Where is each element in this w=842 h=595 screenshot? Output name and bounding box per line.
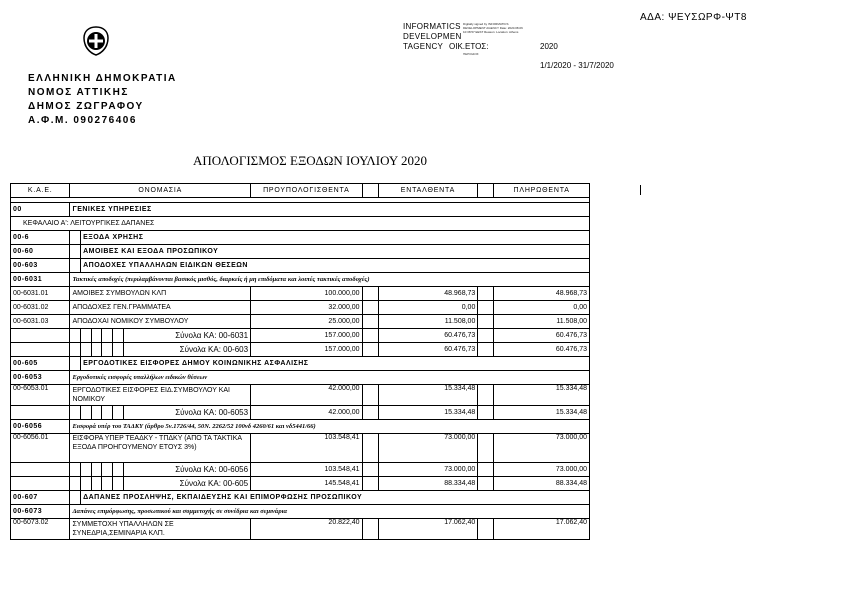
table-row: 00-6031 Τακτικές αποδοχές (περιλαμβάνονται βασικός μισθός, διαρκείς ή μη επιδόματα και λοιπές τακτικές αποδοχές) <box>11 273 590 287</box>
subtotal-row: Σύνολα ΚΑ: 00-6056 103.548,41 73.000,00 73.000,00 <box>11 463 590 477</box>
subtotal-row: Σύνολα ΚΑ: 00-605 145.548,41 88.334,48 88.334,48 <box>11 477 590 491</box>
table-row: 00-6056.01 ΕΙΣΦΟΡΑ ΥΠΕΡ ΤΕΑΔΚΥ - ΤΠΔΚΥ (ΑΠΟ ΤΑ ΤΑΚΤΙΚΑ ΕΞΟΔΑ ΠΡΟΗΓΟΥΜΕΝΟΥ ΕΤΟΥΣ 3%) 103.548,41 73.000,00 73.000,00 <box>11 434 590 463</box>
table-row: 00-6053 Εργοδοτικές εισφορές υπαλλήλων ειδικών θέσεων <box>11 371 590 385</box>
fiscal-year: 2020 <box>540 42 558 51</box>
agency-line-2: DEVELOPMEN <box>403 32 462 41</box>
text-cursor <box>640 185 641 195</box>
table-row: 00-603 ΑΠΟΔΟΧΕΣ ΥΠΑΛΛΗΛΩΝ ΕΙΔΙΚΩΝ ΘΕΣΕΩΝ <box>11 259 590 273</box>
page-title: ΑΠΟΛΟΓΙΣΜΟΣ ΕΞΟΔΩΝ ΙΟΥΛΙΟΥ 2020 <box>193 153 427 168</box>
subtotal-row: Σύνολα ΚΑ: 00-6031 157.000,00 60.476,73 60.476,73 <box>11 329 590 343</box>
agency-line-3: TAGENCY <box>403 42 444 51</box>
agency-line-1: INFORMATICS <box>403 22 461 31</box>
greek-emblem-icon <box>80 25 112 57</box>
header-line-2: ΝΟΜΟΣ ΑΤΤΙΚΗΣ <box>28 87 129 98</box>
header-line-4: Α.Φ.Μ. 090276406 <box>28 115 137 126</box>
subtotal-row: Σύνολα ΚΑ: 00-603 157.000,00 60.476,73 60.476,73 <box>11 343 590 357</box>
table-row: 00-6053.01 ΕΡΓΟΔΟΤΙΚΕΣ ΕΙΣΦΟΡΕΣ ΕΙΔ.ΣΥΜΒΟΥΛΟΥ ΚΑΙ ΝΟΜΙΚΟΥ 42.000,00 15.334,48 15.334,48 <box>11 385 590 406</box>
table-row: 00-6073.02 ΣΥΜΜΕΤΟΧΗ ΥΠΑΛΛΗΛΩΝ ΣΕ ΣΥΝΕΔΡΙΑ,ΣΕΜΙΝΑΡΙΑ ΚΛΠ. 20.822,40 17.062,40 17.062,40 <box>11 519 590 540</box>
header-line-3: ΔΗΜΟΣ ΖΩΓΡΑΦΟΥ <box>28 101 144 112</box>
table-row: 00-6031.03 ΑΠΟΔΟΧΑΙ ΝΟΜΙΚΟΥ ΣΥΜΒΟΥΛΟΥ 25.000,00 11.508,00 11.508,00 <box>11 315 590 329</box>
table-row: 00 ΓΕΝΙΚΕΣ ΥΠΗΡΕΣΙΕΣ <box>11 203 590 217</box>
col-paid: ΠΛΗΡΩΘΕΝΤΑ <box>494 184 590 198</box>
issuer-header <box>28 72 177 128</box>
expense-table <box>10 183 590 540</box>
table-row: 00-605 ΕΡΓΟΔΟΤΙΚΕΣ ΕΙΣΦΟΡΕΣ ΔΗΜΟΥ ΚΟΙΝΩΝΙΚΗΣ ΑΣΦΑΛΙΣΗΣ <box>11 357 590 371</box>
period-label: ΠΕΡΙΟΔΟΣ: <box>463 52 480 56</box>
col-name: ΟΝΟΜΑΣΙΑ <box>70 184 251 198</box>
col-committed: ΕΝΤΑΛΘΕΝΤΑ <box>378 184 478 198</box>
col-budget: ΠΡΟΥΠΟΛΟΓΙΣΘΕΝΤΑ <box>251 184 363 198</box>
table-row: 00-607 ΔΑΠΑΝΕΣ ΠΡΟΣΛΗΨΗΣ, ΕΚΠΑΙΔΕΥΣΗΣ ΚΑΙ ΕΠΙΜΟΡΦΩΣΗΣ ΠΡΟΣΩΠΙΚΟΥ <box>11 491 590 505</box>
table-row: 00-6056 Εισφορά υπέρ του ΤΑΔΚΥ (άρθρο 5ν.1726/44, 50Ν. 2262/52 100νδ 4260/61 και νδ5441/66) <box>11 420 590 434</box>
table-row: 00-6073 Δαπάνες επιμόρφωσης, προσωπικού και συμμετοχής σε συνέδρια και σεμινάρια <box>11 505 590 519</box>
ada-code: ΑΔΑ: ΨΕΥΣΩΡΦ-ΨΤ8 <box>640 12 747 23</box>
period-range: 1/1/2020 - 31/7/2020 <box>540 61 614 70</box>
header-line-1: ΕΛΛΗΝΙΚΗ ΔΗΜΟΚΡΑΤΙΑ <box>28 73 177 84</box>
fiscal-year-label: ΟΙΚ.ΕΤΟΣ: <box>449 42 489 51</box>
subtotal-row: Σύνολα ΚΑ: 00-6053 42.000,00 15.334,48 15.334,48 <box>11 406 590 420</box>
table-header <box>11 184 590 198</box>
table-row: 00-6 ΕΞΟΔΑ ΧΡΗΣΗΣ <box>11 231 590 245</box>
table-row: 00-60 ΑΜΟΙΒΕΣ ΚΑΙ ΕΞΟΔΑ ΠΡΟΣΩΠΙΚΟΥ <box>11 245 590 259</box>
table-row: ΚΕΦΑΛΑΙΟ Α': ΛΕΙΤΟΥΡΓΙΚΕΣ ΔΑΠΑΝΕΣ <box>11 217 590 231</box>
col-kae: Κ.Α.Ε. <box>11 184 70 198</box>
table-row: 00-6031.02 ΑΠΟΔΟΧΕΣ ΓΕΝ.ΓΡΑΜΜΑΤΕΑ 32.000,00 0,00 0,00 <box>11 301 590 315</box>
signature-fine-print: Digitally signed by INFORMATICS DEVELOPMENT AGENCY Date: 2020.08.06 10:38:57 EEST Reason: Location: Athens <box>463 22 523 34</box>
table-row: 00-6031.01 ΑΜΟΙΒΕΣ ΣΥΜΒΟΥΛΩΝ ΚΛΠ 100.000,00 48.968,73 48.968,73 <box>11 287 590 301</box>
